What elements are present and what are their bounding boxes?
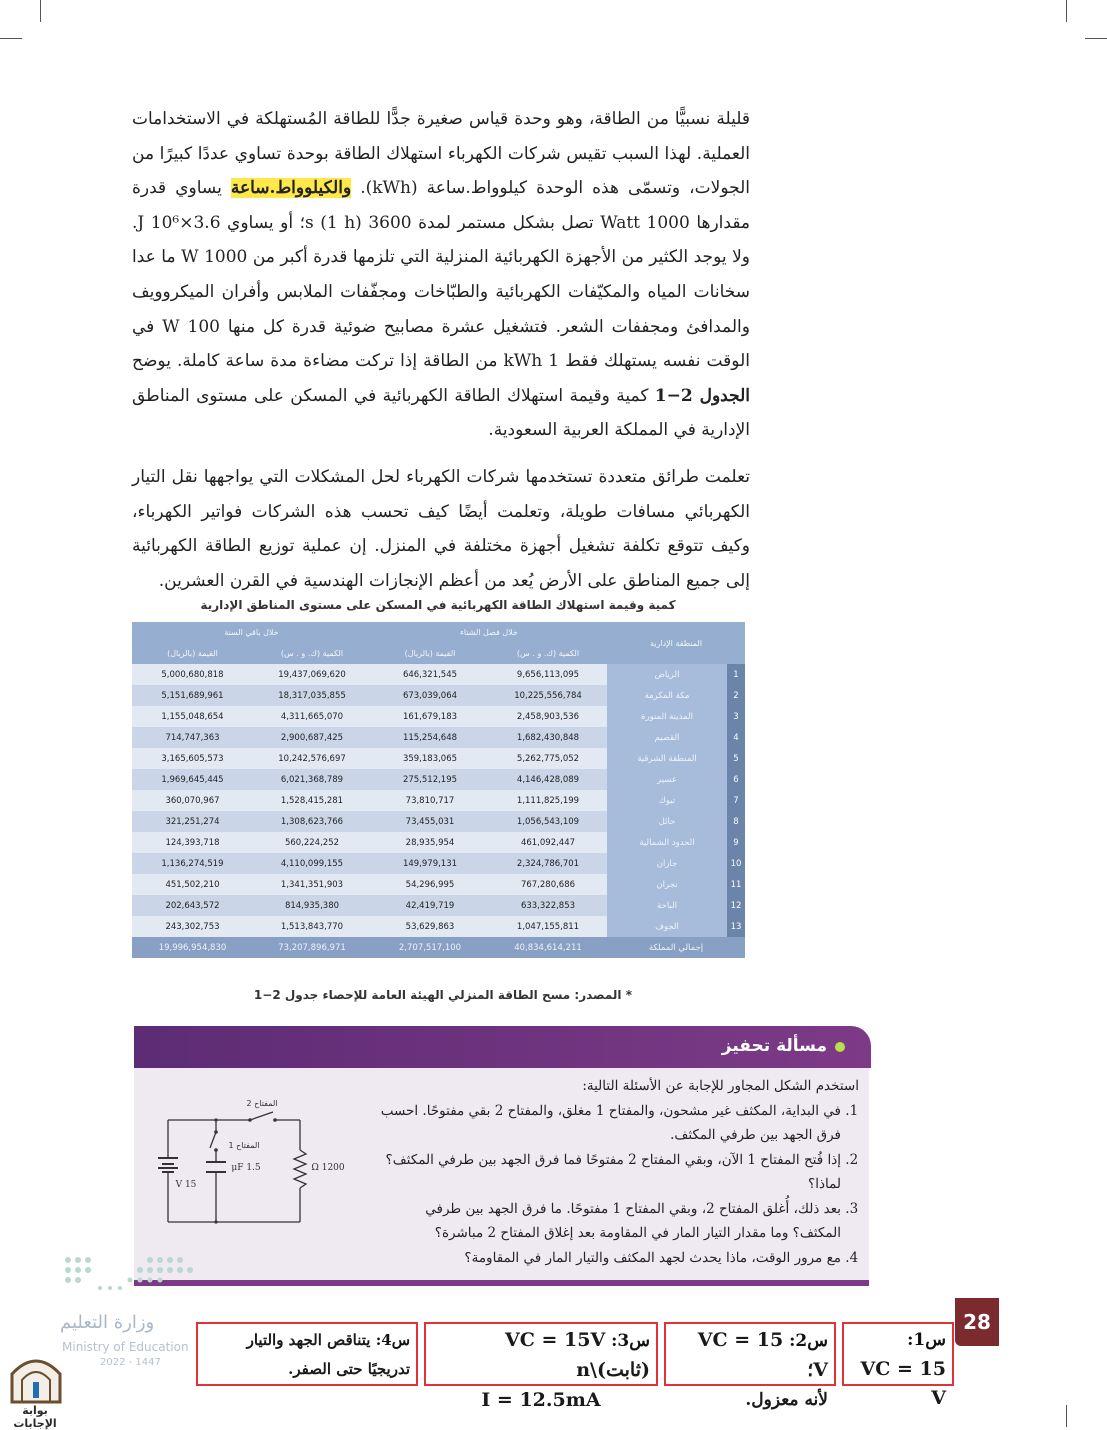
region-cell: نجران: [607, 874, 727, 895]
answer-box-4: [196, 1322, 418, 1386]
region-cell: تبوك: [607, 790, 727, 811]
rest-value-cell: 1,969,645,445: [132, 769, 253, 790]
ministry-name-arabic: وزارة التعليم: [60, 1312, 155, 1333]
winter-value-cell: 73,455,031: [371, 811, 489, 832]
challenge-header: [134, 1026, 871, 1068]
body-text: [132, 102, 750, 610]
row-number: 12: [727, 895, 745, 916]
paragraph-2: تعلمت طرائق متعددة تستخدمها شركات الكهرباء لحل المشكلات التي يواجهها نقل التيار الكهربائي مسافات طويلة، وتعلمت أيضًا كيف تحسب هذه الشركات فواتير الكهرباء، وكيف تتوقع تكلفة تشغيل أجهزة مختلفة في المنزل. إن عملية توزيع الطاقة الكهربائية إلى جميع المناطق على الأرض يُعد من أعظم الإنجازات الهندسية في القرن العشرين.: [132, 466, 750, 591]
table-row: [132, 853, 745, 874]
winter-qty-cell: 1,056,543,109: [489, 811, 607, 832]
answer-1-line-2: VC = 15 V: [860, 1358, 946, 1409]
rest-value-cell: 1,136,274,519: [132, 853, 253, 874]
table-row: [132, 874, 745, 895]
ministry-name-english: Ministry of Education: [62, 1340, 189, 1354]
rest-qty-cell: 1,308,623,766: [253, 811, 371, 832]
winter-qty-cell: 1,682,430,848: [489, 727, 607, 748]
edition-year: 2022 - 1447: [100, 1357, 161, 1368]
question-2: 2. إذا فُتح المفتاح 1 الآن، وبقي المفتاح 2 مفتوحًا فما فرق الجهد بين طرفي المكثف؟ لماذا؟: [379, 1148, 841, 1197]
table-row: [132, 790, 745, 811]
rest-qty-cell: 19,437,069,620: [253, 664, 371, 685]
rest-value-cell: 1,155,048,654: [132, 706, 253, 727]
answer-3-line-1: [432, 1326, 650, 1386]
table-source: * المصدر: مسح الطاقة المنزلي الهيئة العامة للإحصاء جدول 2−1: [253, 988, 632, 1002]
rest-qty-cell: 4,311,665,070: [253, 706, 371, 727]
total-winter-qty: 40,834,614,211: [489, 937, 607, 958]
circuit-diagram-icon: [150, 1090, 370, 1230]
answer-4-text: يتناقص الجهد والتيار: [246, 1331, 371, 1349]
region-header: المنطقة الإدارية: [607, 622, 745, 664]
winter-value-cell: 28,935,954: [371, 832, 489, 853]
row-number: 9: [727, 832, 745, 853]
rest-qty-cell: 1,341,351,903: [253, 874, 371, 895]
winter-qty-cell: 767,280,686: [489, 874, 607, 895]
region-cell: المدينة المنورة: [607, 706, 727, 727]
rest-qty-cell: 18,317,035,855: [253, 685, 371, 706]
total-row: [132, 937, 745, 958]
total-rest-qty: 73,207,896,971: [253, 937, 371, 958]
row-number: 6: [727, 769, 745, 790]
table-row: [132, 706, 745, 727]
rest-value-cell: 202,643,572: [132, 895, 253, 916]
crop-mark: [1066, 1405, 1067, 1427]
crop-mark: [1066, 0, 1067, 22]
winter-value-cell: 54,296,995: [371, 874, 489, 895]
capacitance-label: 1.5 μF: [231, 1163, 261, 1173]
crop-mark: [1085, 38, 1107, 39]
resistance-label: 1200 Ω: [311, 1163, 345, 1173]
row-number: 7: [727, 790, 745, 811]
rest-qty-cell: 6,021,368,789: [253, 769, 371, 790]
winter-qty-header: الكمية (ك. و . س): [489, 643, 607, 664]
row-number: 11: [727, 874, 745, 895]
table-title: كمية وقيمة استهلاك الطاقة الكهربائية في المسكن على مستوى المناطق الإدارية: [200, 598, 676, 612]
total-rest-value: 19,996,954,830: [132, 937, 253, 958]
total-winter-value: 2,707,517,100: [371, 937, 489, 958]
rest-value-cell: 321,251,274: [132, 811, 253, 832]
challenge-title: مسألة تحفيز: [721, 1036, 827, 1056]
region-cell: جازان: [607, 853, 727, 874]
answer-3-eq: VC = 15V (ثابت)\n: [504, 1329, 650, 1381]
winter-qty-cell: 2,324,786,701: [489, 853, 607, 874]
row-number: 8: [727, 811, 745, 832]
crop-mark: [0, 38, 22, 39]
answer-2-label: س2:: [789, 1331, 828, 1351]
region-cell: الجوف: [607, 916, 727, 937]
rest-qty-cell: 1,528,415,281: [253, 790, 371, 811]
rest-qty-cell: 814,935,380: [253, 895, 371, 916]
winter-qty-cell: 5,262,775,052: [489, 748, 607, 769]
rest-qty-header: الكمية (ك. و . س): [253, 643, 371, 664]
site-label: بوابة الإجابات: [13, 1404, 57, 1430]
rest-value-cell: 360,070,967: [132, 790, 253, 811]
winter-value-cell: 149,979,131: [371, 853, 489, 874]
table-row: [132, 811, 745, 832]
winter-value-cell: 646,321,545: [371, 664, 489, 685]
table-row: [132, 916, 745, 937]
answer-2-eq: VC = 15 V؛: [697, 1329, 828, 1381]
table-row: [132, 748, 745, 769]
highlighted-term: والكيلوواط.ساعة: [230, 178, 352, 199]
rest-qty-cell: 4,110,099,155: [253, 853, 371, 874]
row-number: 2: [727, 685, 745, 706]
paragraph-1-part: كمية وقيمة استهلاك الطاقة الكهربائية في المسكن على مستوى المناطق الإدارية في المملكة العربية السعودية.: [132, 385, 750, 441]
table-reference: الجدول 2−1: [654, 385, 750, 406]
answer-2-line-1: [672, 1326, 828, 1386]
site-logo-icon: [4, 1352, 68, 1404]
question-3: 3. بعد ذلك، أُغلق المفتاح 2، وبقي المفتاح 1 مفتوحًا. ما فرق الجهد بين طرفي المكثف؟ وما مقدار التيار المار في المقاومة بعد إغلاق المفتاح 2 مباشرة؟: [379, 1197, 841, 1246]
winter-qty-cell: 633,322,853: [489, 895, 607, 916]
answer-3-label: س3:: [611, 1331, 650, 1351]
bullet-dot-icon: [835, 1042, 845, 1052]
answer-2-line-2: لأنه معزول.: [745, 1390, 828, 1410]
rest-value-cell: 3,165,605,573: [132, 748, 253, 769]
rest-value-cell: 243,302,753: [132, 916, 253, 937]
rest-value-cell: 124,393,718: [132, 832, 253, 853]
rest-of-year-header: خلال باقي السنة: [132, 622, 371, 643]
table-row: [132, 664, 745, 685]
region-cell: حائل: [607, 811, 727, 832]
winter-value-cell: 359,183,065: [371, 748, 489, 769]
crop-mark: [40, 0, 41, 22]
switch-1-label: المفتاح 1: [228, 1141, 260, 1150]
row-number: 4: [727, 727, 745, 748]
region-cell: الرياض: [607, 664, 727, 685]
region-cell: عسير: [607, 769, 727, 790]
region-cell: مكة المكرمة: [607, 685, 727, 706]
row-number: 1: [727, 664, 745, 685]
table-row: [132, 685, 745, 706]
answer-box-2: [664, 1322, 836, 1410]
winter-header: خلال فصل الشتاء: [371, 622, 607, 643]
rest-value-cell: 5,000,680,818: [132, 664, 253, 685]
answer-box-3: [424, 1322, 658, 1411]
paragraph-1-part: يساوي قدرة مقدارها 1000 Watt تصل بشكل مستمر لمدة 3600 s (1 h)؛ أو يساوي 3.6×10⁶ J. ولا يوجد الكثير من الأجهزة الكهربائية المنزلية التي تلزمها قدرة أكبر من 1000 W ما عدا سخانات المياه والمكيّفات الكهربائية والطبّاخات ومجفّفات الملابس وأفران الميكروويف والمدافئ ومجففات الشعر. فتشغيل عشرة مصابيح ضوئية قدرة كل منها 100 W في الوقت نفسه يستهلك فقط 1 kWh من الطاقة إذا تركت مضاءة مدة ساعة كاملة. يوضح: [132, 178, 751, 372]
table-row: [132, 727, 745, 748]
rest-value-cell: 714,747,363: [132, 727, 253, 748]
rest-qty-cell: 2,900,687,425: [253, 727, 371, 748]
consumption-table: [132, 622, 745, 958]
challenge-intro: استخدم الشكل المجاور للإجابة عن الأسئلة التالية:: [582, 1078, 859, 1094]
winter-value-cell: 42,419,719: [371, 895, 489, 916]
table-row: [132, 769, 745, 790]
question-4: 4. مع مرور الوقت، ماذا يحدث لجهد المكثف والتيار المار في المقاومة؟: [379, 1246, 841, 1271]
rest-value-header: القيمة (بالريال): [132, 643, 253, 664]
table-row: [132, 895, 745, 916]
row-number: 10: [727, 853, 745, 874]
table-row: [132, 832, 745, 853]
row-number: 13: [727, 916, 745, 937]
region-cell: الباحة: [607, 895, 727, 916]
winter-qty-cell: 4,146,428,089: [489, 769, 607, 790]
paragraph-1: [132, 102, 750, 448]
switch-2-label: المفتاح 2: [246, 1099, 278, 1108]
answer-1-label: س1:: [907, 1330, 946, 1350]
winter-value-cell: 275,512,195: [371, 769, 489, 790]
challenge-questions: [379, 1099, 859, 1271]
region-cell: الحدود الشمالية: [607, 832, 727, 853]
ministry-logo-icon: [60, 1250, 200, 1310]
rest-value-cell: 451,502,210: [132, 874, 253, 895]
paragraph-1-part: قليلة نسبيًّا من الطاقة، وهو وحدة قياس صغيرة جدًّا للطاقة المُستهلكة في الاستخدامات العملية. لهذا السبب تقيس شركات الكهرباء استهلاك الطاقة بوحدة تساوي عددًا كبيرًا من الجولات، وتسمّى هذه الوحدة كيلوواط.ساعة (kWh).: [132, 109, 750, 199]
total-label: إجمالي المملكة: [607, 937, 745, 958]
answer-3-line-2: I = 12.5mA: [481, 1389, 601, 1411]
challenge-text: [379, 1074, 859, 1270]
row-number: 5: [727, 748, 745, 769]
rest-qty-cell: 10,242,576,697: [253, 748, 371, 769]
answer-4-line-1: [204, 1326, 410, 1355]
winter-qty-cell: 2,458,903,536: [489, 706, 607, 727]
winter-qty-cell: 1,047,155,811: [489, 916, 607, 937]
winter-value-cell: 673,039,064: [371, 685, 489, 706]
row-number: 3: [727, 706, 745, 727]
answer-box-1: [842, 1322, 954, 1409]
answer-4-label: س4:: [375, 1331, 410, 1349]
question-1: 1. في البداية، المكثف غير مشحون، والمفتاح 1 مغلق، والمفتاح 2 بقي مفتوحًا. احسب فرق الجهد بين طرفي المكثف.: [379, 1099, 841, 1148]
region-cell: المنطقة الشرقية: [607, 748, 727, 769]
rest-qty-cell: 560,224,252: [253, 832, 371, 853]
region-cell: القصيم: [607, 727, 727, 748]
winter-value-header: القيمة (بالريال): [371, 643, 489, 664]
voltage-label: 15 V: [175, 1180, 197, 1190]
winter-value-cell: 115,254,648: [371, 727, 489, 748]
winter-qty-cell: 10,225,556,784: [489, 685, 607, 706]
page-number: 28: [955, 1298, 999, 1346]
winter-qty-cell: 461,092,447: [489, 832, 607, 853]
rest-value-cell: 5,151,689,961: [132, 685, 253, 706]
table-body: [132, 664, 745, 958]
answer-4-line-2: تدريجيًا حتى الصفر.: [288, 1360, 410, 1378]
winter-value-cell: 53,629,863: [371, 916, 489, 937]
winter-value-cell: 73,810,717: [371, 790, 489, 811]
winter-qty-cell: 9,656,113,095: [489, 664, 607, 685]
winter-value-cell: 161,679,183: [371, 706, 489, 727]
winter-qty-cell: 1,111,825,199: [489, 790, 607, 811]
rest-qty-cell: 1,513,843,770: [253, 916, 371, 937]
